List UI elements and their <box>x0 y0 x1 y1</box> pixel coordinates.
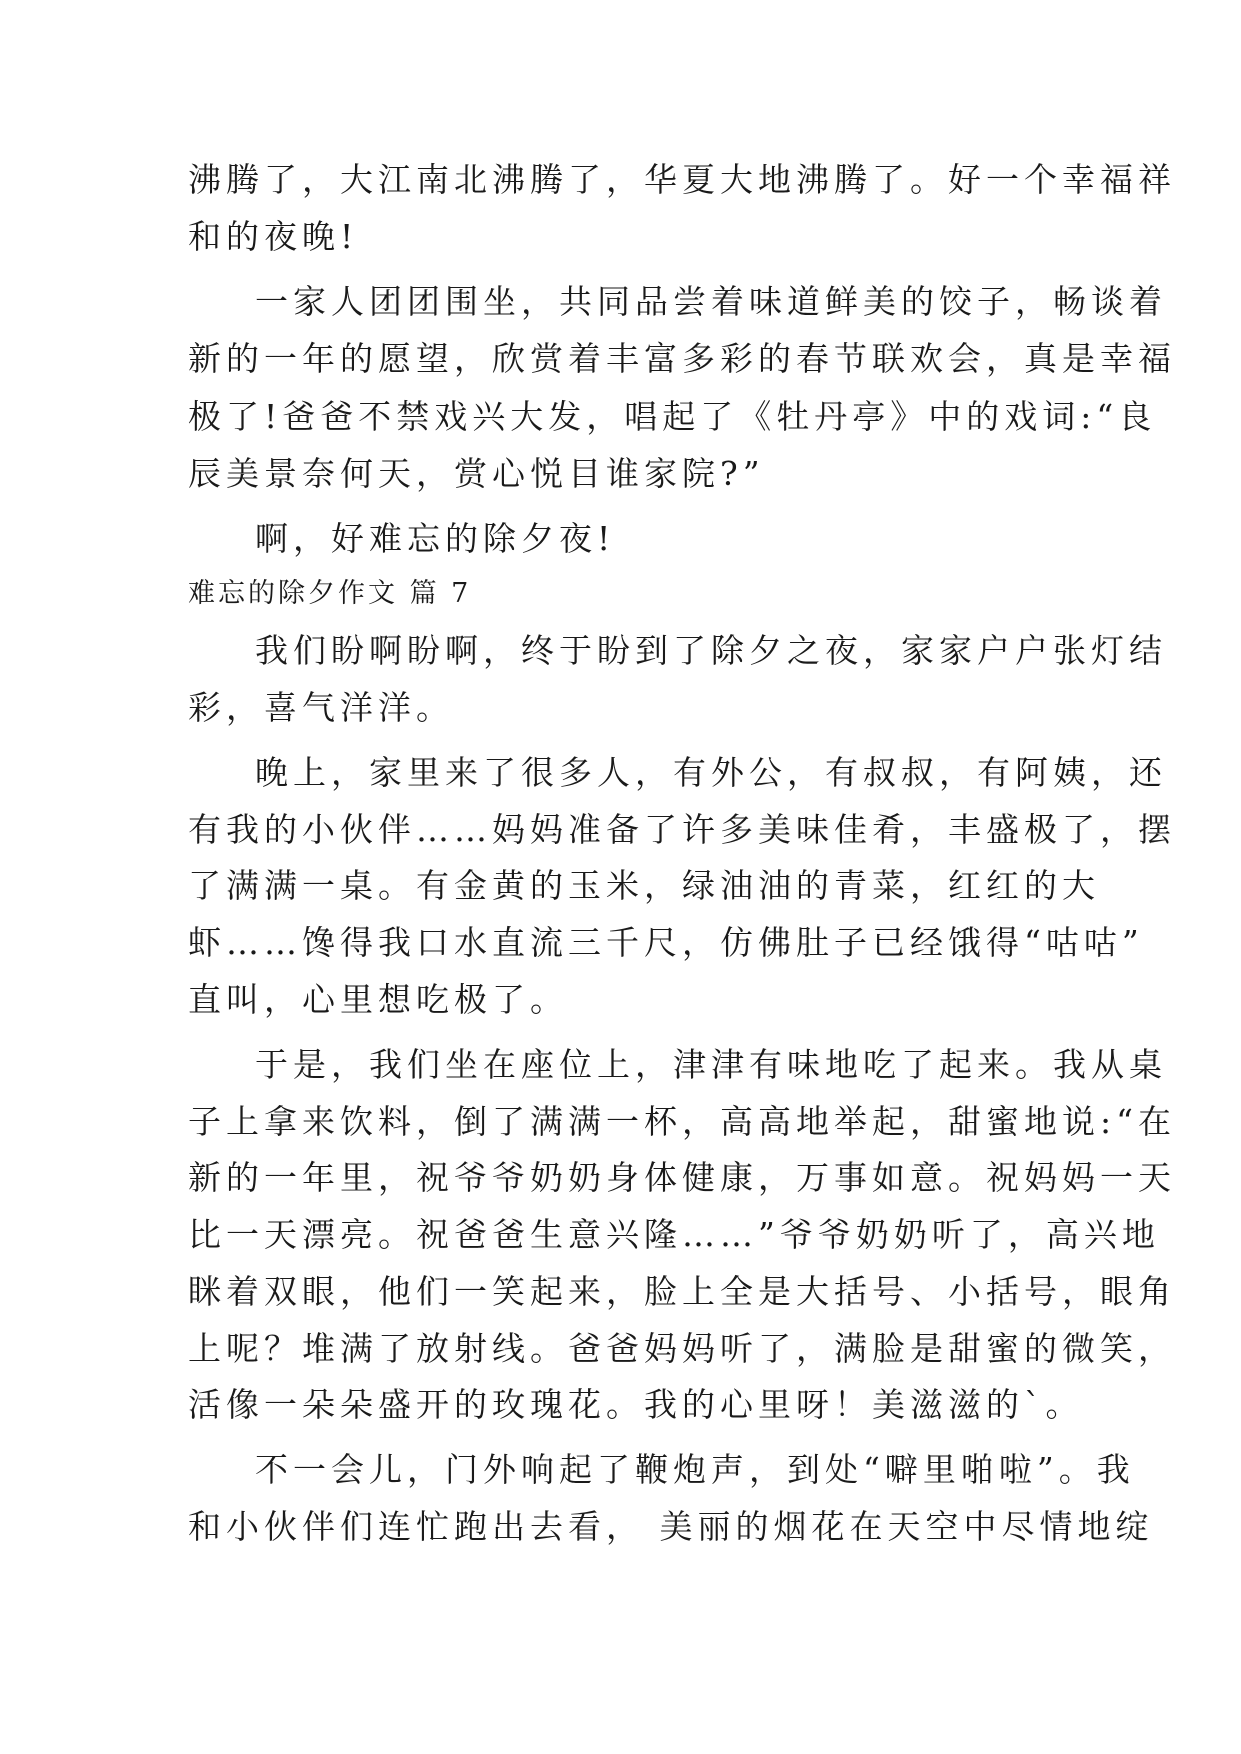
paragraph-line: 沸腾了，大江南北沸腾了，华夏大地沸腾了。好一个幸福祥 <box>188 160 1176 199</box>
paragraph-line: 眯着双眼，他们一笑起来，脸上全是大括号、小括号，眼角 <box>188 1272 1176 1311</box>
paragraph-line: 和的夜晚! <box>188 217 359 256</box>
paragraph-line: 有我的小伙伴……妈妈准备了许多美味佳肴，丰盛极了，摆 <box>188 810 1176 849</box>
paragraph-line: 啊，好难忘的除夕夜! <box>255 519 616 558</box>
paragraph-line: 不一会儿，门外响起了鞭炮声，到处“噼里啪啦”。我 <box>255 1450 1135 1489</box>
paragraph-line: 极了!爸爸不禁戏兴大发，唱起了《牡丹亭》中的戏词:“良 <box>188 397 1157 436</box>
paragraph-line: 上呢？堆满了放射线。爸爸妈妈听了，满脸是甜蜜的微笑， <box>188 1329 1176 1368</box>
paragraph-line: 直叫，心里想吃极了。 <box>188 980 568 1019</box>
paragraph-line: 新的一年里，祝爷爷奶奶身体健康，万事如意。祝妈妈一天 <box>188 1158 1176 1197</box>
paragraph-line: 辰美景奈何天，赏心悦目谁家院?” <box>188 454 765 493</box>
paragraph-line: 彩，喜气洋洋。 <box>188 688 454 727</box>
paragraph-line: 我们盼啊盼啊，终于盼到了除夕之夜，家家户户张灯结 <box>255 631 1167 670</box>
paragraph-line: 活像一朵朵盛开的玫瑰花。我的心里呀！美滋滋的`。 <box>188 1385 1084 1424</box>
section-heading: 难忘的除夕作文 篇 7 <box>188 578 472 609</box>
paragraph-line: 虾……馋得我口水直流三千尺，仿佛肚子已经饿得“咕咕” <box>188 923 1144 962</box>
paragraph-line: 新的一年的愿望，欣赏着丰富多彩的春节联欢会，真是幸福 <box>188 339 1176 378</box>
paragraph-line: 比一天漂亮。祝爸爸生意兴隆……”爷爷奶奶听了，高兴地 <box>188 1215 1160 1254</box>
paragraph-line: 子上拿来饮料，倒了满满一杯，高高地举起，甜蜜地说:“在 <box>188 1102 1176 1141</box>
paragraph-line: 一家人团团围坐，共同品尝着味道鲜美的饺子，畅谈着 <box>255 282 1167 321</box>
paragraph-line: 和小伙伴们连忙跑出去看， 美丽的烟花在天空中尽情地绽 <box>188 1507 1154 1546</box>
paragraph-line: 了满满一桌。有金黄的玉米，绿油油的青菜，红红的大 <box>188 866 1100 905</box>
paragraph-line: 晚上，家里来了很多人，有外公，有叔叔，有阿姨，还 <box>255 753 1167 792</box>
paragraph-line: 于是，我们坐在座位上，津津有味地吃了起来。我从桌 <box>255 1045 1167 1084</box>
